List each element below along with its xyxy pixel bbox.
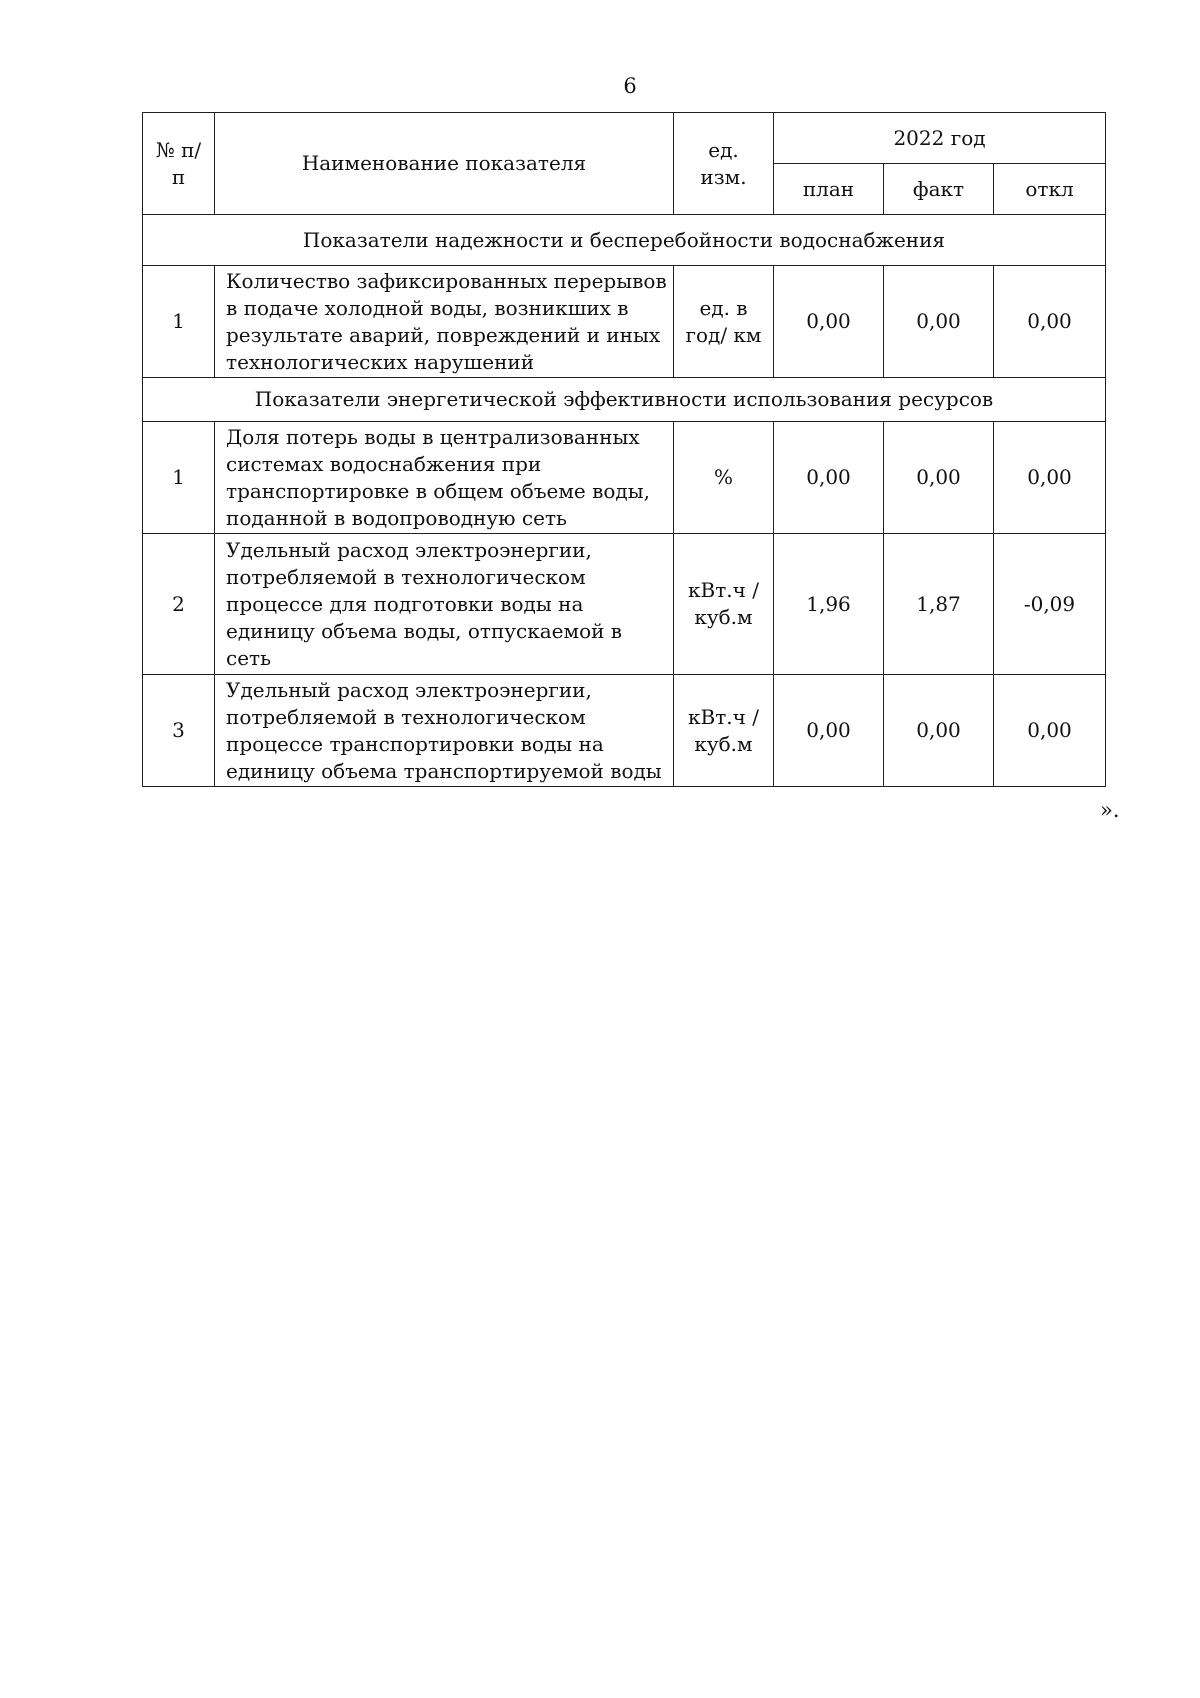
section-row: [143, 378, 1106, 422]
row-num: 2: [143, 534, 215, 675]
row-plan: 1,96: [774, 534, 884, 675]
header-dev: откл: [994, 164, 1106, 215]
header-unit: ед. изм.: [674, 113, 774, 215]
row-unit: кВт.ч / куб.м: [674, 675, 774, 787]
header-num: № п/п: [143, 113, 215, 215]
row-unit: ед. в год/ км: [674, 266, 774, 378]
row-name: Доля потерь воды в централизованных системах водоснабжения при транспортировке в общем объеме воды, поданной в водопроводную сеть: [215, 422, 674, 534]
row-name: Удельный расход электроэнергии, потребляемой в технологическом процессе для подготовки воды на единицу объема воды, отпускаемой в сеть: [215, 534, 674, 675]
row-name: Количество зафиксированных перерывов в подаче холодной воды, возникших в результате аварий, повреждений и иных технологических нарушений: [215, 266, 674, 378]
row-plan: 0,00: [774, 266, 884, 378]
row-fact: 1,87: [884, 534, 994, 675]
row-name: Удельный расход электроэнергии, потребляемой в технологическом процессе транспортировки воды на единицу объема транспортируемой воды: [215, 675, 674, 787]
table-row: [143, 422, 1106, 534]
row-dev: 0,00: [994, 675, 1106, 787]
header-year: 2022 год: [774, 113, 1106, 164]
row-dev: 0,00: [994, 422, 1106, 534]
table-row: [143, 675, 1106, 787]
table-header-row: [143, 113, 1106, 164]
page-number: 6: [623, 74, 637, 98]
row-dev: 0,00: [994, 266, 1106, 378]
row-num: 1: [143, 266, 215, 378]
header-plan: план: [774, 164, 884, 215]
section-title: Показатели надежности и бесперебойности водоснабжения: [143, 215, 1106, 266]
row-unit: %: [674, 422, 774, 534]
section-title: Показатели энергетической эффективности использования ресурсов: [143, 378, 1106, 422]
section-row: [143, 215, 1106, 266]
table-row: [143, 534, 1106, 675]
row-fact: 0,00: [884, 675, 994, 787]
header-name: Наименование показателя: [215, 113, 674, 215]
indicators-table: [142, 112, 1106, 787]
table-row: [143, 266, 1106, 378]
row-fact: 0,00: [884, 266, 994, 378]
closing-quote-mark: ».: [1100, 798, 1120, 822]
row-plan: 0,00: [774, 675, 884, 787]
row-fact: 0,00: [884, 422, 994, 534]
header-fact: факт: [884, 164, 994, 215]
row-dev: -0,09: [994, 534, 1106, 675]
row-num: 3: [143, 675, 215, 787]
row-unit: кВт.ч / куб.м: [674, 534, 774, 675]
row-num: 1: [143, 422, 215, 534]
row-plan: 0,00: [774, 422, 884, 534]
